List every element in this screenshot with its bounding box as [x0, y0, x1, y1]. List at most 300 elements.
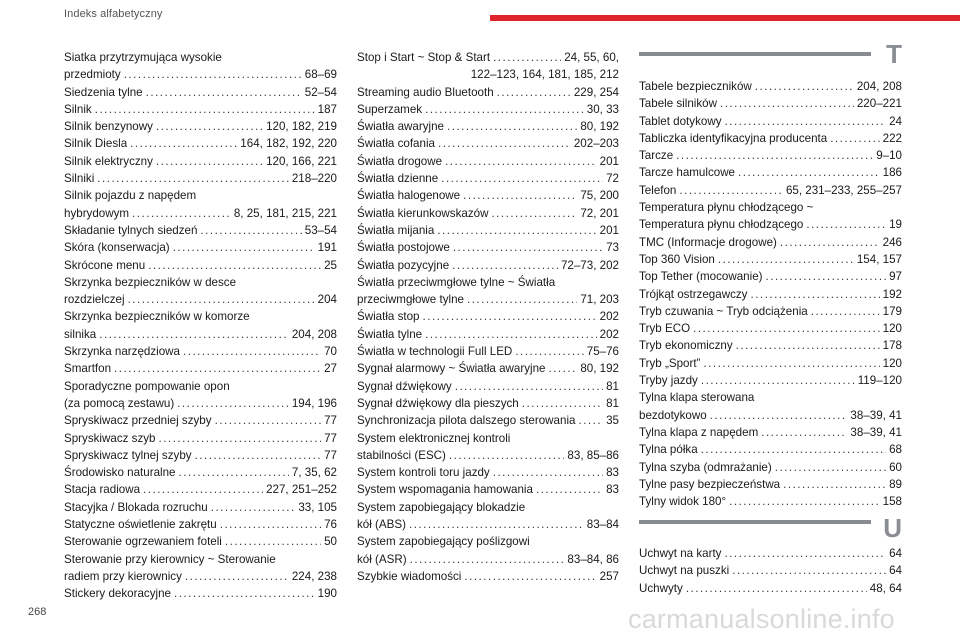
- dot-leader: [750, 286, 879, 303]
- index-entry-term: hybrydowym: [64, 206, 130, 220]
- index-entry-pages: 204, 208: [856, 80, 902, 93]
- dot-leader: [455, 378, 603, 395]
- index-entry-line: [357, 135, 619, 152]
- index-entry-term: Światła w technologii Full LED: [357, 345, 513, 359]
- index-entry-pages: 81: [606, 379, 619, 393]
- index-entry: [64, 49, 337, 84]
- index-entry-term: Skóra (konserwacja): [64, 241, 170, 255]
- index-entry-leading-line: Skrzynka bezpieczników w komorze: [64, 310, 250, 324]
- index-entry-pages: 24, 55, 60,: [564, 51, 619, 64]
- dot-leader: [676, 147, 873, 164]
- index-entry-pages: 73: [606, 241, 619, 255]
- index-entry-term: Stop i Start ~ Stop & Start: [357, 51, 491, 64]
- dot-leader: [522, 395, 603, 412]
- index-entry: [639, 199, 902, 234]
- index-entry-line: [639, 147, 902, 164]
- dot-leader: [493, 464, 603, 481]
- dot-leader: [724, 545, 886, 562]
- index-entry-line: [357, 412, 619, 429]
- index-entry-term: Światła halogenowe: [357, 189, 461, 203]
- index-entry-pages: 38–39, 41: [850, 408, 902, 422]
- index-entry-pages: 75–76: [586, 345, 619, 359]
- index-entry-pages: 9–10: [876, 149, 902, 163]
- index-entry-pages: 190: [317, 587, 337, 601]
- index-entry-term: Superzamek: [357, 102, 423, 116]
- index-entry-term: Światła mijania: [357, 223, 435, 237]
- index-entry-pages: 76: [324, 518, 337, 532]
- dot-leader: [783, 476, 886, 493]
- index-entry: [357, 481, 619, 498]
- dot-leader: [830, 130, 879, 147]
- index-entry-pages: 246: [882, 235, 902, 249]
- index-entry-pages: 83: [606, 466, 619, 480]
- index-entry-leading-line: System zapobiegający poślizgowi: [357, 535, 530, 549]
- index-entry-term: System kontroli toru jazdy: [357, 466, 490, 480]
- dot-leader: [703, 355, 879, 372]
- page-header-title: Indeks alfabetyczny: [64, 8, 163, 20]
- index-entry-pages: 201: [599, 223, 619, 237]
- index-entry: [64, 585, 337, 602]
- index-entry-line: [639, 459, 902, 476]
- index-entry-pages: 72–73, 202: [560, 258, 619, 272]
- index-entry-term: Tabele silników: [639, 97, 717, 111]
- dot-leader: [425, 326, 597, 343]
- index-entry-line: [64, 170, 337, 187]
- index-entry: [64, 412, 337, 429]
- index-entry: [64, 222, 337, 239]
- dot-leader: [130, 135, 237, 152]
- index-entry: [64, 239, 337, 256]
- index-entry-leading-line: Sterowanie przy kierownicy ~ Sterowanie: [64, 552, 276, 566]
- index-entry-term: Siedzenia tylne: [64, 85, 143, 99]
- index-entry-line: [639, 251, 902, 268]
- index-entry: [357, 326, 619, 343]
- index-entry-term: Światła tylne: [357, 327, 423, 341]
- index-entry-pages: 83–84, 86: [567, 552, 619, 566]
- index-entry-line: [64, 118, 337, 135]
- index-entry-pages: 186: [882, 166, 902, 180]
- index-entry-pages: 227, 251–252: [266, 483, 337, 497]
- section-rule: [639, 52, 871, 56]
- watermark: carmanualsonline.info: [628, 604, 895, 634]
- dot-leader: [491, 205, 577, 222]
- index-entry-pages: 83, 85–86: [567, 448, 619, 462]
- index-entry: [639, 580, 902, 597]
- index-entry-term: bezdotykowo: [639, 408, 707, 422]
- index-entry-line: [639, 545, 902, 562]
- index-entry-pages: 7, 35, 62: [291, 466, 337, 480]
- index-entry-term: Środowisko naturalne: [64, 466, 176, 480]
- index-entry-pages: 120, 166, 221: [266, 154, 337, 168]
- index-entry-line: [64, 66, 337, 83]
- dot-leader: [410, 551, 565, 568]
- dot-leader: [156, 153, 263, 170]
- index-entry: [639, 337, 902, 354]
- index-entry-term: Synchronizacja pilota dalszego sterowania: [357, 414, 576, 428]
- index-entry: [64, 274, 337, 309]
- index-entry: [64, 84, 337, 101]
- dot-leader: [437, 222, 596, 239]
- index-entry-line: [64, 568, 337, 585]
- index-entry-term: Światła stop: [357, 310, 420, 324]
- index-column-3: [639, 78, 902, 510]
- index-entry-term: Silnik: [64, 102, 92, 116]
- dot-leader: [693, 320, 880, 337]
- index-entry-line: [64, 516, 337, 533]
- index-entry-line: [357, 187, 619, 204]
- dot-leader: [449, 447, 565, 464]
- index-entry: [639, 182, 902, 199]
- index-entry-leading-line: Światła przeciwmgłowe tylne ~ Światła: [357, 275, 556, 289]
- index-entry-pages: 97: [889, 270, 902, 284]
- index-entry-line: [639, 234, 902, 251]
- index-entry-line: [64, 585, 337, 602]
- index-entry-line: [639, 78, 902, 95]
- index-entry-term: Statyczne oświetlenie zakrętu: [64, 518, 217, 532]
- dot-leader: [720, 95, 854, 112]
- index-entry: [639, 424, 902, 441]
- dot-leader: [775, 459, 886, 476]
- index-entry-line: [64, 205, 337, 222]
- index-entry: [357, 499, 619, 534]
- index-entry: [357, 360, 619, 377]
- dot-leader: [156, 118, 263, 135]
- dot-leader: [548, 360, 577, 377]
- index-entry-pages: 27: [324, 362, 337, 376]
- index-entry-pages: 65, 231–233, 255–257: [785, 183, 902, 197]
- index-entry: [639, 234, 902, 251]
- index-entry-line: [64, 84, 337, 101]
- index-entry-term: Światła dzienne: [357, 172, 439, 186]
- dot-leader: [97, 170, 289, 187]
- index-entry-term: Tabele bezpieczników: [639, 80, 752, 93]
- index-entry-line: [357, 568, 619, 585]
- index-entry: [639, 147, 902, 164]
- index-entry: [639, 355, 902, 372]
- dot-leader: [95, 101, 315, 118]
- index-entry-line: [64, 464, 337, 481]
- index-entry-term: (za pomocą zestawu): [64, 396, 175, 410]
- index-entry: [357, 239, 619, 256]
- dot-leader: [463, 187, 577, 204]
- index-entry-line: [357, 257, 619, 274]
- index-entry: [357, 118, 619, 135]
- index-entry-line: [64, 447, 337, 464]
- index-entry: [357, 135, 619, 152]
- index-entry-line: [639, 337, 902, 354]
- index-entry: [357, 308, 619, 325]
- index-entry-line: [357, 343, 619, 360]
- index-entry: [357, 257, 619, 274]
- index-entry: [64, 551, 337, 586]
- index-entry-term: Silniki: [64, 172, 95, 186]
- dot-leader: [220, 516, 321, 533]
- index-entry: [639, 286, 902, 303]
- index-entry-line: [639, 113, 902, 130]
- index-entry: [639, 113, 902, 130]
- index-entry-line: [357, 516, 619, 533]
- index-entry-pages: 218–220: [291, 172, 337, 186]
- index-entry: [639, 562, 902, 579]
- index-entry-term: TMC (Informacje drogowe): [639, 235, 777, 249]
- index-entry-line: [64, 101, 337, 118]
- index-entry-pages: 25: [324, 258, 337, 272]
- index-entry-term: Sterowanie ogrzewaniem foteli: [64, 535, 222, 549]
- dot-leader: [128, 291, 315, 308]
- index-entry-term: Silnik elektryczny: [64, 154, 153, 168]
- index-entry-leading-line: Sporadyczne pompowanie opon: [64, 379, 230, 393]
- index-entry-pages: 75, 200: [580, 189, 619, 203]
- dot-leader: [686, 580, 867, 597]
- section-header-t: [639, 39, 902, 76]
- dot-leader: [409, 516, 584, 533]
- index-entry-term: Tablet dotykowy: [639, 114, 722, 128]
- index-entry-term: przedmioty: [64, 68, 121, 82]
- index-entry: [64, 378, 337, 413]
- index-entry-pages: 77: [324, 431, 337, 445]
- index-entry-line: [639, 182, 902, 199]
- index-entry-line: [357, 464, 619, 481]
- dot-leader: [143, 481, 263, 498]
- index-entry-pages: 220–221: [856, 97, 902, 111]
- index-entry-pages: 38–39, 41: [850, 425, 902, 439]
- dot-leader: [452, 257, 558, 274]
- dot-leader: [211, 499, 296, 516]
- dot-leader: [425, 101, 584, 118]
- index-entry-term: rozdzielczej: [64, 293, 125, 307]
- index-entry-term: Spryskiwacz tylnej szyby: [64, 448, 192, 462]
- index-entry-term: Stacja radiowa: [64, 483, 141, 497]
- dot-leader: [148, 257, 321, 274]
- index-entry: [64, 308, 337, 343]
- dot-leader: [679, 182, 783, 199]
- index-entry: [639, 372, 902, 389]
- index-entry-pages: 24: [889, 114, 902, 128]
- index-entry-term: Spryskiwacz szyb: [64, 431, 156, 445]
- index-entry-line: [64, 343, 337, 360]
- index-entry-term: Światła awaryjne: [357, 120, 444, 134]
- index-entry-term: Tylna szyba (odmrażanie): [639, 460, 772, 474]
- index-entry-term: Top 360 Vision: [639, 252, 715, 266]
- index-entry: [639, 441, 902, 458]
- index-entry-leading-line: Temperatura płynu chłodzącego ~: [639, 201, 814, 215]
- index-entry-line: [64, 499, 337, 516]
- dot-leader: [438, 135, 571, 152]
- index-entry-pages: 119–120: [857, 374, 902, 388]
- index-entry-pages: 192: [882, 287, 902, 301]
- index-entry-term: Skrócone menu: [64, 258, 146, 272]
- index-entry-line: [64, 239, 337, 256]
- dot-leader: [467, 291, 577, 308]
- dot-leader: [710, 407, 848, 424]
- index-entry: [357, 378, 619, 395]
- index-entry-line: [357, 153, 619, 170]
- index-entry-term: Sygnał alarmowy ~ Światła awaryjne: [357, 362, 546, 376]
- index-entry-term: Tryby jazdy: [639, 374, 698, 388]
- index-entry-leading-line: Siatka przytrzymująca wysokie: [64, 51, 222, 64]
- index-entry: [357, 222, 619, 239]
- index-entry-term: Składanie tylnych siedzeń: [64, 223, 198, 237]
- index-entry-leading-line: Tylna klapa sterowana: [639, 391, 755, 405]
- dot-leader: [464, 568, 596, 585]
- index-entry-pages: 204, 208: [291, 327, 337, 341]
- index-entry-line: [64, 430, 337, 447]
- index-entry-term: Temperatura płynu chłodzącego: [639, 218, 804, 232]
- index-entry-pages: 72, 201: [580, 206, 619, 220]
- index-entry: [639, 251, 902, 268]
- index-entry-pages: 187: [317, 102, 337, 116]
- index-entry-pages: 222: [882, 131, 902, 145]
- index-entry: [64, 499, 337, 516]
- index-entry: [64, 447, 337, 464]
- index-entry: [357, 153, 619, 170]
- dot-leader: [806, 216, 886, 233]
- index-entry-line: [64, 135, 337, 152]
- index-entry-term: przeciwmgłowe tylne: [357, 293, 464, 307]
- index-entry: [357, 84, 619, 101]
- index-entry-pages: 202: [599, 310, 619, 324]
- index-entry: [64, 464, 337, 481]
- dot-leader: [578, 412, 603, 429]
- index-entry: [64, 135, 337, 152]
- index-entry-line: [357, 84, 619, 101]
- index-entry-pages: 72: [606, 172, 619, 186]
- index-entry-line: [64, 222, 337, 239]
- index-entry-pages: 52–54: [304, 85, 337, 99]
- dot-leader: [445, 153, 597, 170]
- index-entry-pages: 53–54: [304, 223, 337, 237]
- index-entry-line: [64, 326, 337, 343]
- index-entry-line: [64, 412, 337, 429]
- index-entry-line: [357, 447, 619, 464]
- index-entry: [357, 533, 619, 568]
- dot-leader: [173, 239, 315, 256]
- index-entry-term: Światła cofania: [357, 137, 435, 151]
- index-entry-term: silnika: [64, 327, 97, 341]
- dot-leader: [701, 441, 886, 458]
- dot-leader: [701, 372, 855, 389]
- index-entry: [357, 568, 619, 585]
- index-entry-term: Tylne pasy bezpieczeństwa: [639, 477, 781, 491]
- index-entry-term: Stacyjka / Blokada rozruchu: [64, 500, 208, 514]
- index-entry-pages: 77: [324, 448, 337, 462]
- index-entry-line: [639, 320, 902, 337]
- dot-leader: [195, 447, 322, 464]
- index-entry: [639, 459, 902, 476]
- dot-leader: [718, 251, 854, 268]
- index-entry-line: [64, 481, 337, 498]
- index-entry: [639, 78, 902, 95]
- index-entry-leading-line: Skrzynka bezpieczników w desce: [64, 275, 237, 289]
- index-entry-line: [639, 372, 902, 389]
- index-entry-line: [357, 326, 619, 343]
- dot-leader: [114, 360, 321, 377]
- index-entry-line: [64, 533, 337, 550]
- index-entry-term: Światła kierunkowskazów: [357, 206, 489, 220]
- index-entry-term: Skrzynka narzędziowa: [64, 345, 180, 359]
- index-entry-term: Streaming audio Bluetooth: [357, 85, 494, 99]
- dot-leader: [200, 222, 301, 239]
- index-column-1: [64, 49, 337, 603]
- index-entry-pages: 257: [599, 569, 619, 583]
- index-entry: [357, 412, 619, 429]
- index-entry-line: [64, 257, 337, 274]
- index-entry-pages: 8, 25, 181, 215, 221: [233, 206, 337, 220]
- index-entry: [64, 533, 337, 550]
- index-entry-pages: 83–84: [586, 518, 619, 532]
- index-entry-term: Tarcze hamulcowe: [639, 166, 736, 180]
- dot-leader: [732, 562, 886, 579]
- index-entry: [357, 343, 619, 360]
- index-entry-term: Sygnał dźwiękowy: [357, 379, 452, 393]
- index-entry-pages: 77: [324, 414, 337, 428]
- index-entry: [639, 320, 902, 337]
- index-entry-pages: 50: [324, 535, 337, 549]
- index-entry-term: kół (ABS): [357, 518, 406, 532]
- dot-leader: [761, 424, 847, 441]
- section-letter: T: [886, 39, 902, 69]
- index-entry-term: Silnik benzynowy: [64, 120, 153, 134]
- index-entry-line: [357, 222, 619, 239]
- index-entry: [64, 187, 337, 222]
- index-entry: [64, 153, 337, 170]
- index-entry-line: [639, 407, 902, 424]
- index-entry-line: [639, 476, 902, 493]
- index-entry: [639, 303, 902, 320]
- index-entry-line: [639, 562, 902, 579]
- dot-leader: [780, 234, 880, 251]
- index-entry-term: Tryb ECO: [639, 322, 691, 336]
- index-entry: [639, 130, 902, 147]
- index-entry-line: [64, 153, 337, 170]
- index-entry: [64, 516, 337, 533]
- dot-leader: [493, 49, 561, 66]
- index-entry-line: [357, 170, 619, 187]
- index-entry-pages: 30, 33: [586, 102, 619, 116]
- dot-leader: [497, 84, 571, 101]
- index-entry: [639, 95, 902, 112]
- dot-leader: [729, 493, 880, 510]
- index-entry-line: [639, 493, 902, 510]
- index-entry: [357, 464, 619, 481]
- index-entry-pages: 70: [324, 345, 337, 359]
- index-entry-term: Stickery dekoracyjne: [64, 587, 171, 601]
- index-entry: [639, 164, 902, 181]
- index-entry-line: [639, 355, 902, 372]
- dot-leader: [536, 481, 603, 498]
- index-entry: [357, 430, 619, 465]
- index-entry-line: [64, 291, 337, 308]
- index-entry-term: Sygnał dźwiękowy dla pieszych: [357, 396, 519, 410]
- index-entry-term: Spryskiwacz przedniej szyby: [64, 414, 212, 428]
- index-column-2: [357, 49, 619, 585]
- index-entry-pages: 64: [889, 547, 902, 560]
- index-entry-pages: 35: [606, 414, 619, 428]
- index-entry-term: Silnik Diesla: [64, 137, 128, 151]
- dot-leader: [183, 343, 321, 360]
- index-entry-term: Tryb „Sport”: [639, 356, 701, 370]
- index-entry: [357, 274, 619, 309]
- index-entry-pages: 48, 64: [869, 581, 902, 595]
- index-entry: [64, 118, 337, 135]
- index-entry: [64, 481, 337, 498]
- section-rule: [639, 520, 871, 524]
- index-entry-term: Uchwyty: [639, 581, 683, 595]
- index-entry-term: radiem przy kierownicy: [64, 569, 182, 583]
- index-entry: [357, 395, 619, 412]
- dot-leader: [146, 84, 302, 101]
- index-entry-pages: 120: [882, 322, 902, 336]
